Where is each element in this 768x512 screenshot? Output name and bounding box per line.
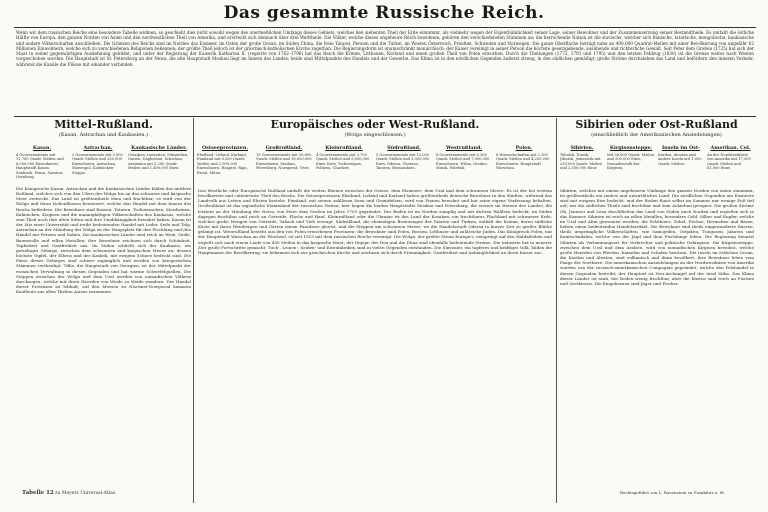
table-header-grossrussland: Großrußland.: [265, 145, 303, 151]
column-body-west-russland: Das Westliche oder Europäische Rußland umfaßt die weiten Ebenen zwischen der Ostsee, dem Eismeere, dem Ural und dem schwarzen Meere. Es ist der bei weitem bevölkertste und cultivirteste Theil des Reichs. Die Ostseeprovinzen Ehstland, Livland und Kurland haben größtentheils deutsche Bewohner in den Städten, während das Landvolk aus Letten und Ehsten besteht; Finnland, mit seinen zahllosen Seen und Granitfelsen, wird von Finnen bewohnt und hat seine eigene Verfassung behalten. Großrußland ist das eigentliche Stammland der russischen Nation; hier liegen die beiden Hauptstädte Moskau und Petersburg, die erstere im Herzen des Landes, die letztere an der Mündung der Newa, von Peter dem Großen im Jahre 1703 gegründet. Der Boden ist im Norden sumpfig und mit dichten Wäldern bedeckt, im Süden dagegen fruchtbar und reich an Getreide, Flachs und Hanf. Kleinrußland oder die Ukraine ist das Land der Kosaken, ein fruchtbares Flachland mit schwarzer Erde, welches große Mengen von Getreide, Taback und Vieh erzeugt. Südrußland, die ehemaligen Besitzungen der Tataren und Türken, enthält die Krimm, deren südliche Küste mit ihren Weinbergen und Gärten einem Paradiese gleicht, und die Steppen am schwarzen Meere, wo die Handelsstadt Odessa in kurzer Zeit zu großer Blüthe gelangt ist. Westrußland besteht aus den von Polen erworbenen Provinzen; die Bewohner sind Polen, Russen, Litthauer und zahlreiche Juden. Das Königreich Polen, mit der Hauptstadt Warschau an der Weichsel, ist seit 1815 mit dem russischen Reiche vereinigt. Die Wolga, der größte Strom Europa's, entspringt auf den Waldaihöhen und ergießt sich nach einem Laufe von 450 Meilen in das kaspische Meer; der Dnjepr, der Don und die Düna sind ebenfalls bedeutende Ströme. Die Industrie hat in neuerer Zeit große Fortschritte gemacht; Tuch-, Leinen-, Seiden- und Eisenfabriken sind in vielen Gegenden entstanden. Die Slavonier, ein tapferes und kräftiges Volk, bilden die Hauptmasse der Bevölkerung; sie bekennen sich zur griechischen Kirche und zeichnen sich durch Frömmigkeit, Gastfreiheit und Anhänglichkeit an ihren Kaiser aus.: [198, 188, 552, 255]
table-header-kasan: Kasan.: [32, 145, 52, 151]
column-divider-right: [556, 118, 557, 503]
page-title: Das gesammte Russische Reich.: [223, 3, 545, 23]
table-header-ostseeprovinzen: Ostseeprovinzen.: [201, 145, 248, 151]
table-header-astrachan: Astrachan.: [83, 145, 113, 151]
section-rule: [14, 116, 756, 117]
title-rule: [14, 27, 756, 28]
table-cell: Tobolsk, Tomsk, Jrkutsk, Jenisseisk mit 230,000 Quadr. Meilen und 2,500,000 Einw.: [560, 153, 602, 171]
column-title-mittel-russland: Mittel-Rußland.: [54, 118, 153, 131]
table-cell: 4 Gouvernements mit 11,700 Quadr. Meilen und 6,500,000 Einwohnern; Hauptstadt Kasan, Simbirsk, Pensa, Saratow, Orenburg.: [16, 153, 64, 180]
column-title-west-russland: Europäisches oder West-Rußland.: [270, 118, 480, 131]
column-body-sibirien: Sibirien, welches mit einem ungeheuren Umfange den ganzen Norden von Asien einnimmt, ist größtentheils ein rauhes und unwirthliches Land. Die nördlichen Gegenden am Eismeere sind mit ewigem Eise bedeckt, und der Boden thaut selbst im Sommer nur wenige Fuß tief auf; nur die südlichen Theile sind fruchtbar und zum Ackerbau geeignet. Die großen Ströme Ob, Jenissei und Lena durchfließen das Land von Süden nach Norden und ergießen sich in das Eismeer. Sibirien ist reich an edlen Metallen, besonders Gold, Silber und Kupfer, welche im Ural und Altai gewonnen werden; die Pelzthiere, Zobel, Füchse, Hermeline und Bären, liefern einen bedeutenden Handelsartikel. Die Bewohner sind theils eingewanderte Russen, theils ursprüngliche Völkerschaften, wie Samojeden, Ostjaken, Tungusen, Jakuten und Kamtschadalen, welche von der Jagd und dem Fischfange leben. Die Regierung benutzt Sibirien als Verbannungsort für Verbrecher und politische Gefangene. Die Kirgisensteppe, zwischen dem Ural und dem Aralsee, wird von nomadischen Kirgisen bewohnt, welche große Heerden von Pferden, Kamelen und Schafen besitzen. Die Inseln im östlichen Ocean, die Kurilen und Aleuten, sind vulkanisch und dünn bevölkert; ihre Bewohner leben vom Fange der Seethiere. Die amerikanischen Ansiedelungen an der Nordwestküste von Amerika wurden von der russisch-amerikanischen Compagnie gegründet, welche den Pelzhandel in diesen Gegenden betreibt; der Hauptort ist Neu-Archangel auf der Insel Sitka. Das Klima dieser Länder ist rauh, der Boden wenig fruchtbar, aber die Küsten sind reich an Fischen und Seethieren. Die Eingebornen sind Jäger und Fischer.: [560, 188, 754, 286]
footer-table-number: Tabelle 12: [22, 490, 54, 496]
column-divider-left: [193, 118, 194, 503]
table-header-kirgisensteppe: Kirgisensteppe.: [609, 145, 653, 151]
column-subtitle-west-russland: (Wolga eingeschlossen.): [344, 132, 406, 138]
table-header-suedrussland: Südrußland.: [387, 145, 421, 151]
table-cell: Kurilen, Aleuten und andere Inseln mit 1,000 Quadr. Meilen.: [658, 153, 702, 166]
table-cell: Georgien, Imeretien, Mingrelien, Gurien, Daghestan, Schirwan, Armenien mit 5,200 Quadr. Meilen und 1,400,000 Einw.: [128, 153, 189, 171]
table-cell: An der Nordwestküste von Amerika mit 17,500 Quadr. Meilen und 61,000 Einw.: [707, 153, 751, 171]
footer-table-label: [22, 490, 117, 496]
table-cell: 8 Woiwodschaften mit 2,300 Quadr. Meilen und 4,200,000 Einwohnern. Hauptstadt Warschau.: [496, 153, 550, 171]
table-header-westrussland: Westrußland.: [445, 145, 483, 151]
table-header-kaukasische-laender: Kaukasische Länder.: [131, 145, 187, 151]
intro-paragraph: Wenn wir dem russischen Reiche eine besondere Tabelle widmen, so geschieht dies nicht sowohl wegen des unermeßlichen Umfangs dieses Gebiets, welches den siebenten Theil der Erde einnimmt, als vielmehr wegen der Eigenthümlichkeit seiner Lage, seiner Bewohner und der Zusammensetzung seiner Bestandtheile. Es umfaßt die östliche Hälfte von Europa, den ganzen Norden von Asien und den nordwestlichen Theil von Amerika, und erstreckt sich demnach über drei Welttheile. Die Völker, welche dieses ungeheure Reich bewohnen, gehören den verschiedensten Stämmen an; die herrschende Nation ist die slavische, welcher sich finnische, tatarische, mongolische, kaukasische und andere Völkerschaften anschließen. Die Gränzen des Reichs sind im Norden das Eismeer, im Osten der große Ocean, im Süden China, die freie Tatarei, Persien und die Türkei, im Westen Österreich, Preußen, Schweden und Norwegen. Die ganze Oberfläche beträgt nahe an 400,000 Quadrat-Meilen mit einer Bevölkerung von ungefähr 62 Millionen Einwohnern, welche sich zu verschiedenen Religionen bekennen; der größte Theil jedoch ist der griechisch-katholischen Kirche zugethan. Die Regierungsform ist unumschränkt monarchisch; der Kaiser vereinigt in seiner Person die höchste gesetzgebende, ausübende und richterliche Gewalt. Seit Peter dem Großen (1725) hat sich der Staat in seiner gegenwärtigen Ausdehnung gebildet, und unter der Regierung der Kaiserin Katharina II. (regierte von 1762–1796) hat das Reich die Krimm, Litthauen, Kurland und einen großen Theil von Polen erworben. Durch die Theilungen (1772, 1793 und 1795) und den letzten Feldzug (1830) ist die Grenze weiter nach Westen vorgeschoben worden. Die Hauptstadt ist St. Petersburg an der Newa, die alte Hauptstadt Moskau liegt im Innern des Landes; beide sind Mittelpunkte des Handels und der Gewerbe. Das Klima ist in den nördlichen Gegenden äußerst streng, in den südlichen gemäßigt; große Ströme durchziehen das Land und befördern den inneren Verkehr, während die Kanäle die Flüsse mit einander verbinden.: [16, 30, 754, 67]
table-cell: 2 Gouvernements mit 3,900 Quadr. Meilen und 350,000 Einwohnern; Astrachan, Stawropol, Kalmücken-Steppe.: [72, 153, 123, 175]
column-subtitle-mittel-russland: (Kasan, Astrachan und Kaukasien.): [58, 132, 149, 138]
table-header-amerikanische-colonien: Amerikan. Col.: [710, 145, 751, 151]
footer-credit: Rechtsgeführt von L. Ravenstein zu Frankfurt a. M.: [620, 490, 725, 495]
table-cell: 4 Gouvernements mit 3,700 Quadr. Meilen und 5,800,000 Einw. Kiew, Tschernigow, Poltawa, Charkow.: [316, 153, 370, 171]
table-cell: 19 Gouvernements mit 50,800 Quadr. Meilen und 18,000,000 Einwohnern. Moskau, Petersburg, Nowgorod, Twer.: [256, 153, 312, 171]
column-title-sibirien: Sibirien oder Ost-Rußland: [575, 118, 738, 131]
footer-atlas-note: zu Meyers Universal-Atlas.: [55, 491, 117, 496]
table-cell: Ehstland, Livland, Kurland, Finnland mit 8,300 Quadr. Meilen und 2,900,000 Einwohnern. Hauptst. Riga, Reval, Mitau.: [197, 153, 248, 175]
table-header-kleinrussland: Kleinrußland.: [325, 145, 363, 151]
table-cell: 8 Gouvernements mit 8,300 Quadr. Meilen und 7,900,000 Einwohnern. Wilna, Grodno, Minsk, Witebsk.: [436, 153, 490, 171]
table-header-inseln: Inseln im Ost-: [661, 145, 701, 151]
column-subtitle-sibirien: (einschließlich der Amerikanischen Ansiedelungen): [591, 132, 722, 138]
column-body-mittel-russland: Die Königreiche Kasan, Astrachan und die Kaukasischen Länder bilden das mittlere Rußland, welches sich von den Ufern der Wolga bis an das schwarze und kaspische Meer erstreckt. Das Land ist größtentheils eben und fruchtbar; es wird von der Wolga und ihren Nebenflüssen bewässert, welche den Handel mit dem Innern des Reichs befördern. Die Bewohner sind Russen, Tataren, Tschuwaschen, Mordwinen, Kalmücken, Kirgisen und die mannigfaltigen Völkerschaften des Kaukasus, welche zum Theil noch ihre alten Sitten und ihre Unabhängigkeit bewahrt haben. Kasan ist der Sitz einer Universität und treibt bedeutenden Handel mit Leder, Seife und Talg. Astrachan an der Mündung der Wolga ist der Hauptplatz für den Fischfang und den Handel mit Persien und Indien. Die kaukasischen Länder sind reich an Wein, Seide, Baumwolle und edlen Metallen; ihre Bewohner zeichnen sich durch Schönheit, Tapferkeit und Gastfreiheit aus. Im Süden schließt sich der Kaukasus, ein gewaltiges Gebirge, zwischen dem schwarzen und kaspischen Meere an, dessen höchste Gipfel, der Elbrus und der Kasbek, mit ewigem Schnee bedeckt sind. Die Pässe dieses Gebirges sind schwer zugänglich und werden von kriegerischen Stämmen vertheidigt. Tiflis, die Hauptstadt von Georgien, ist der Mittelpunkt der russischen Verwaltung in diesen Gegenden und hat warme Schwefelquellen. Die Steppen zwischen der Wolga und dem Ural werden von nomadischen Völkern durchzogen, welche mit ihren Heerden von Weide zu Weide wandern. Der Handel dieser Provinzen ist lebhaft; auf den Messen zu Nischnei-Nowgorod kommen Kaufleute aus allen Theilen Asiens zusammen.: [16, 186, 191, 295]
table-cell: 5 Gouvernements mit 12,000 Quadr. Meilen und 3,300,000 Einw. Odessa, Cherson, Taurien, Bessarabien.: [376, 153, 430, 171]
table-header-polen: Polen.: [515, 145, 533, 151]
table-cell: Mit 36,000 Quadr. Meilen und 500,000 Einw.; Nomadenvolk der Kirgisen.: [607, 153, 654, 171]
table-header-sibirien: Sibirien.: [570, 145, 594, 151]
